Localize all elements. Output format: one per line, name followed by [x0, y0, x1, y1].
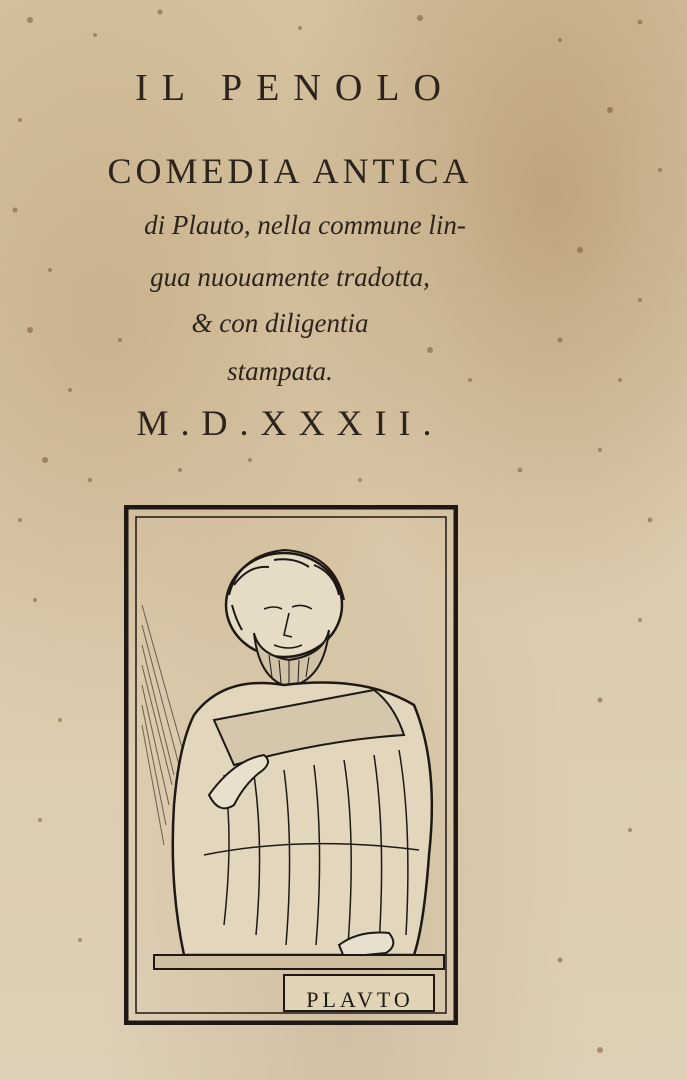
book-title: IL PENOLO	[135, 67, 455, 109]
woodcut-portrait	[124, 505, 458, 1025]
book-subtitle: COMEDIA ANTICA	[107, 151, 473, 191]
publication-date: M.D.XXXII.	[136, 403, 444, 443]
description-line-3: & con diligentia	[191, 308, 369, 338]
woodcut-caption: PLAVTO	[306, 987, 414, 1012]
description-line-4: stampata.	[227, 356, 333, 386]
description-line-2: gua nuouamente tradotta,	[150, 262, 430, 292]
description-line-1: di Plauto, nella commune lin-	[144, 210, 466, 240]
plautus-woodcut-illustration	[124, 505, 458, 1025]
